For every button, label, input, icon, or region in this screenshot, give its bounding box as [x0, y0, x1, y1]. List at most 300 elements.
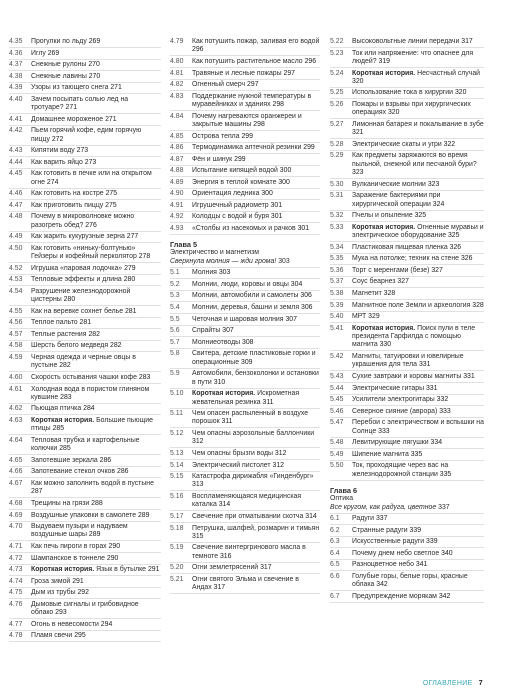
entry-title	[31, 331, 161, 339]
toc-entry	[330, 212, 484, 222]
entry-number: 5.21	[170, 575, 184, 583]
entry-title	[352, 385, 484, 393]
toc-entry	[9, 38, 161, 48]
entry-text: Домашнее мороженое	[31, 115, 104, 123]
entry-page: 290	[106, 554, 119, 562]
entry-number: 4.56	[9, 319, 23, 327]
toc-entry	[170, 281, 320, 291]
entry-text: Сухие завтраки и коровы магниты	[352, 372, 462, 380]
entry-title	[31, 621, 161, 629]
entry-number: 4.79	[170, 38, 184, 45]
entry-title	[31, 437, 161, 454]
entry-page: 292	[77, 589, 89, 597]
entry-title	[192, 493, 320, 510]
entry-number: 5.31	[330, 192, 344, 200]
toc-entry	[170, 493, 320, 511]
story-label: Короткая история.	[352, 69, 416, 77]
entry-title	[31, 523, 161, 540]
toc-entry	[170, 327, 320, 337]
entry-text: Как можно заполнить водой в пустыне	[31, 480, 154, 488]
entry-page: 275	[105, 201, 117, 209]
entry-title	[192, 350, 320, 367]
entry-text: МРТ	[352, 313, 367, 321]
toc-entry	[9, 147, 161, 157]
entry-page: 312	[192, 438, 204, 446]
entry-number: 4.40	[9, 95, 23, 103]
entry-number: 4.61	[9, 385, 23, 393]
toc-entry	[9, 543, 161, 553]
entry-text: Разноцветное небо	[352, 561, 414, 569]
entry-text: Пламя свечи	[31, 632, 73, 640]
entry-page: 296	[304, 57, 317, 65]
entry-text: Огонь в невесомости	[31, 620, 99, 628]
entry-page: 300	[279, 167, 292, 175]
toc-entry	[9, 319, 161, 329]
entry-title	[192, 58, 320, 66]
toc-entry	[9, 621, 161, 631]
entry-text: Чем опасны аэрозольные баллончики	[192, 430, 315, 438]
entry-page: 337	[375, 515, 388, 523]
toc-entry	[170, 38, 320, 56]
entry-number: 5.22	[330, 38, 344, 45]
entry-number: 4.63	[9, 417, 23, 425]
entry-text: Испытание кипящей водой	[192, 167, 278, 175]
entry-number: 4.53	[9, 276, 23, 284]
entry-title	[352, 353, 484, 370]
entry-page: 299	[241, 132, 253, 140]
entry-number: 5.47	[330, 419, 344, 427]
toc-entry	[330, 419, 484, 437]
entry-text: Как варить яйцо	[31, 158, 83, 166]
toc-entry	[9, 50, 161, 60]
entry-text: Молнии, люди, коровы и овцы	[192, 280, 289, 288]
chapter-subtitle-page: 303	[278, 257, 290, 265]
entry-text: Левитирующие лягушки	[352, 439, 429, 447]
toc-entry	[330, 70, 484, 88]
entry-title	[31, 319, 161, 327]
toc-entry	[9, 276, 161, 286]
entry-page: 328	[472, 301, 484, 309]
entry-page: 304	[290, 280, 303, 288]
entry-number: 5.30	[330, 180, 344, 188]
toc-entry	[170, 304, 320, 314]
entry-number: 5.10	[170, 390, 184, 398]
entry-text: Петрушка, шалфей, розмарин и тимьян	[192, 524, 320, 532]
entry-page: 313	[192, 481, 204, 489]
toc-entry	[170, 390, 320, 408]
toc-entry	[9, 96, 161, 114]
entry-number: 5.29	[330, 152, 344, 160]
entry-page: 300	[261, 190, 273, 198]
entry-text: Поддержание нужной температуры в муравейниках и зданиях	[192, 92, 312, 108]
toc-entry	[170, 410, 320, 428]
entry-page: 291	[147, 566, 160, 574]
entry-page: 279	[124, 264, 136, 272]
entry-text: «Столбы из насекомых и рачков	[192, 224, 296, 232]
entry-number: 5.26	[330, 101, 344, 108]
entry-number: 5.32	[330, 212, 344, 220]
entry-title	[192, 410, 320, 427]
entry-title	[31, 288, 161, 305]
entry-title	[192, 144, 320, 152]
entry-title	[192, 525, 320, 542]
entry-page: 314	[218, 501, 231, 509]
entry-text: Четочная и шаровая молния	[192, 315, 284, 323]
entry-text: Дым из трубы	[31, 589, 76, 597]
entry-number: 4.39	[9, 84, 23, 92]
entry-text: Использование тока в хирургии	[352, 89, 454, 97]
entry-text: Снежные рулоны	[31, 61, 87, 69]
entry-title	[352, 121, 484, 138]
entry-number: 4.38	[9, 72, 23, 80]
entry-page: 327	[397, 278, 409, 286]
entry-text: Иглу	[31, 49, 46, 57]
entry-text: Лимонная батарея и покалывание в зубе	[352, 120, 484, 128]
toc-entry	[170, 544, 320, 562]
entry-page: 316	[219, 552, 232, 560]
toc-entry	[170, 350, 320, 368]
entry-number: 5.28	[330, 140, 344, 148]
entry-title	[31, 233, 161, 241]
entry-title	[352, 152, 484, 177]
entry-page: 298	[272, 101, 285, 108]
chapter-subtitle-text: Сверкнула молния — жди грома!	[170, 257, 277, 265]
toc-entry	[330, 462, 484, 480]
entry-number: 5.8	[170, 350, 180, 358]
entry-text: Как печь пироги в горах	[31, 543, 107, 551]
entry-page: 310	[213, 378, 226, 386]
toc-entry	[170, 179, 320, 189]
entry-number: 5.43	[330, 372, 344, 380]
toc-entry	[330, 290, 484, 300]
entry-title	[352, 451, 484, 459]
entry-page: 286	[99, 456, 112, 464]
toc-entry	[9, 331, 161, 341]
entry-number: 5.33	[330, 223, 344, 231]
entry-title	[192, 339, 320, 347]
entry-text: Перебои с электричеством и вспышки на Солнце	[352, 419, 484, 435]
entry-title	[31, 265, 161, 273]
entry-number: 4.88	[170, 167, 184, 175]
entry-text: Северное сияние (аврора)	[352, 407, 438, 415]
toc-entry	[9, 578, 161, 588]
entry-page: 273	[84, 158, 97, 166]
entry-number: 5.18	[170, 524, 184, 532]
entry-text: Как готовить в печке или на открытом огне	[31, 170, 152, 186]
toc-column-1	[9, 38, 161, 644]
entry-title	[31, 386, 161, 403]
toc-entry	[9, 512, 161, 522]
entry-page: 301	[297, 224, 310, 232]
entry-title	[192, 513, 320, 521]
entry-text: Ток или напряжение: что опаснее для людей?	[352, 49, 474, 65]
story-label: Короткая история.	[192, 390, 256, 398]
entry-page: 293	[55, 609, 67, 617]
toc-entry	[170, 133, 320, 143]
chapter-heading: Глава 5	[170, 239, 197, 249]
toc-entry	[9, 386, 161, 404]
entry-text: Шерсть белого медведя	[31, 342, 109, 350]
entry-text: Свечение при отматывании скотча	[192, 512, 304, 520]
entry-text: Искрометная жевательная резинка	[192, 390, 300, 406]
entry-title	[31, 276, 161, 284]
toc-entry	[330, 244, 484, 254]
entry-text: Чем опасны брызги воды	[192, 449, 273, 457]
toc-entry	[9, 288, 161, 306]
entry-text: Тепловые эффекты и длина	[31, 276, 122, 284]
entry-page: 333	[378, 427, 390, 435]
entry-page: 297	[283, 69, 296, 77]
entry-page: 282	[88, 330, 100, 338]
story-label: Короткая история.	[352, 324, 416, 332]
entry-title	[31, 512, 161, 520]
entry-number: 4.50	[9, 244, 23, 252]
toc-entry	[330, 408, 484, 418]
entry-title	[31, 354, 161, 371]
entry-page: 323	[427, 180, 440, 188]
entry-page: 320	[352, 77, 364, 85]
entry-text: Искусственные радуги	[352, 538, 425, 546]
entry-text: Теплые растения	[31, 330, 87, 338]
toc-entry	[330, 181, 484, 191]
entry-number: 5.3	[170, 292, 180, 300]
toc-entry	[330, 527, 484, 537]
entry-title	[192, 202, 320, 210]
entry-text: Травяные и лесные пожары	[192, 69, 282, 77]
entry-number: 4.75	[9, 589, 23, 597]
entry-text: Радуги	[352, 515, 375, 523]
entry-title	[352, 244, 484, 252]
entry-number: 4.90	[170, 190, 184, 198]
entry-number: 4.85	[170, 132, 184, 140]
entry-number: 4.44	[9, 158, 23, 166]
story-label: Короткая история.	[31, 566, 95, 574]
entry-title	[31, 342, 161, 350]
entry-page: 319	[378, 57, 390, 65]
entry-page: 280	[63, 296, 76, 304]
entry-page: 317	[461, 38, 473, 45]
entry-title	[31, 589, 161, 597]
entry-title	[31, 308, 161, 316]
entry-text: Прогулки по льду	[31, 38, 87, 45]
toc-entry	[9, 468, 161, 478]
entry-text: Ток, проходящие через вас на железнодорожной станции	[352, 462, 449, 478]
toc-entry	[330, 550, 484, 560]
entry-title	[192, 281, 320, 289]
entry-title	[352, 38, 484, 46]
page-footer	[423, 680, 483, 687]
entry-page: 341	[415, 561, 428, 569]
entry-page: 321	[352, 129, 364, 137]
entry-number: 5.27	[330, 120, 344, 128]
entry-text: Как потушить растительное масло	[192, 57, 303, 65]
entry-number: 5.20	[170, 564, 184, 572]
toc-entry	[9, 374, 161, 384]
entry-number: 5.44	[330, 384, 344, 392]
entry-text: Молния	[192, 269, 217, 277]
entry-page: 311	[262, 398, 274, 406]
entry-page: 282	[109, 342, 122, 350]
entry-text: Предупреждение морякам	[352, 592, 437, 600]
entry-title	[352, 538, 484, 546]
toc-entry	[330, 451, 484, 461]
entry-page: 303	[218, 269, 231, 277]
entry-page: 289	[137, 511, 150, 519]
toc-entry	[9, 159, 161, 169]
toc-entry	[9, 437, 161, 455]
entry-title	[31, 566, 161, 574]
toc-entry	[170, 190, 320, 200]
entry-number: 4.93	[170, 224, 184, 232]
entry-page: 296	[192, 46, 204, 54]
entry-number: 4.78	[9, 632, 23, 640]
toc-entry	[9, 457, 161, 467]
entry-number: 4.87	[170, 155, 184, 163]
toc-entry	[9, 233, 161, 243]
entry-page: 308	[242, 338, 254, 346]
entry-title	[352, 515, 484, 523]
entry-number: 5.39	[330, 301, 344, 309]
entry-title	[192, 213, 320, 221]
entry-text: Электрический пистолет	[192, 461, 271, 469]
entry-title	[192, 225, 320, 233]
entry-title	[352, 527, 484, 535]
entry-number: 6.1	[330, 515, 340, 523]
entry-page: 284	[83, 405, 95, 413]
entry-page: 301	[270, 201, 283, 209]
toc-entry	[9, 170, 161, 188]
entry-title	[192, 93, 320, 110]
entry-title	[352, 141, 484, 149]
entry-title	[31, 555, 161, 563]
toc-column-3	[330, 38, 484, 604]
entry-number: 5.49	[330, 450, 344, 458]
entry-title	[192, 304, 320, 312]
toc-entry	[9, 500, 161, 510]
entry-number: 4.45	[9, 170, 23, 178]
entry-title	[31, 147, 161, 155]
entry-page: 325	[414, 212, 427, 220]
toc-entry	[9, 601, 161, 619]
entry-page: 324	[432, 200, 445, 208]
toc-entry	[170, 58, 320, 68]
toc-entry	[330, 224, 484, 242]
entry-number: 4.36	[9, 49, 23, 57]
entry-page: 333	[439, 407, 451, 415]
toc-entry	[330, 255, 484, 265]
entry-page: 285	[59, 445, 71, 453]
entry-page: 297	[247, 81, 259, 89]
entry-text: Островa тепла	[192, 132, 240, 140]
entry-number: 4.64	[9, 436, 23, 444]
entry-text: Пчелы и опыление	[352, 212, 413, 220]
entry-title	[31, 61, 161, 69]
entry-text: Почему в микроволновке можно разогреть обед?	[31, 213, 135, 229]
entry-text: Холодная вода в пористом глиняном кувшине	[31, 385, 150, 401]
toc-entry	[9, 73, 161, 83]
entry-text: Энергия в теплой комнате	[192, 178, 277, 186]
entry-text: Гроза зимой	[31, 577, 71, 585]
entry-text: Большие пьющие птицы	[31, 417, 153, 433]
entry-page: 301	[270, 213, 283, 221]
chapter-name: Оптика	[330, 495, 354, 503]
entry-text: Поиск пули в теле президента Гарфилда с помощью магнита	[352, 324, 476, 349]
toc-entry	[9, 84, 161, 94]
entry-page: 335	[439, 470, 452, 478]
entry-text: Как приготовить пиццу	[31, 201, 104, 209]
toc-entry	[170, 93, 320, 111]
entry-number: 5.2	[170, 280, 180, 288]
entry-title	[352, 325, 484, 350]
entry-page: 299	[234, 155, 246, 163]
entry-page: 312	[274, 449, 287, 457]
toc-entry	[9, 480, 161, 498]
entry-title	[352, 212, 484, 220]
entry-page: 315	[192, 532, 204, 540]
entry-title	[352, 278, 484, 286]
entry-title	[352, 550, 484, 558]
toc-entry	[9, 589, 161, 599]
entry-text: Огненные муравьи и электрическое оборудование	[352, 223, 484, 240]
entry-number: 5.24	[330, 69, 344, 77]
entry-text: Пьющая птичка	[31, 405, 82, 413]
toc-entry	[170, 564, 320, 574]
entry-page: 329	[368, 313, 380, 321]
entry-number: 4.66	[9, 468, 23, 476]
chapter-name: Электричество и магнетизм	[170, 249, 260, 257]
entry-text: Почему днем небо светлое	[352, 549, 440, 557]
entry-number: 5.46	[330, 407, 344, 415]
toc-entry	[330, 278, 484, 288]
entry-page: 309	[241, 358, 253, 366]
toc-entry	[9, 405, 161, 415]
toc-entry	[170, 473, 320, 491]
entry-title	[31, 457, 161, 465]
toc-entry	[330, 89, 484, 99]
toc-entry	[170, 316, 320, 326]
entry-text: Свитера, детские пластиковые горки и операционные	[192, 350, 316, 366]
entry-page: 272	[51, 135, 64, 143]
entry-title	[192, 430, 320, 447]
entry-text: Скорость остывания чашки кофе	[31, 373, 137, 381]
entry-title	[352, 290, 484, 298]
entry-number: 4.76	[9, 600, 23, 608]
entry-text: Магнитное поле Земли и археология	[352, 301, 471, 309]
entry-number: 5.14	[170, 461, 184, 469]
entry-text: Несчастный случай	[417, 69, 481, 77]
entry-page: 340	[441, 549, 453, 557]
toc-entry	[170, 202, 320, 212]
entry-page: 331	[425, 384, 438, 392]
entry-page: 317	[213, 584, 226, 592]
entry-number: 4.84	[170, 112, 184, 120]
entry-title	[352, 396, 484, 404]
entry-page: 269	[47, 49, 60, 57]
entry-text: Теплое пальто	[31, 319, 78, 327]
entry-number: 6.7	[330, 592, 340, 600]
entry-text: Пьем горячий кофе, едим горячую пиццу	[31, 127, 142, 143]
toc-entry	[170, 513, 320, 523]
entry-title	[31, 116, 161, 124]
entry-number: 4.77	[9, 620, 23, 628]
entry-number: 5.7	[170, 338, 180, 346]
entry-number: 4.80	[170, 57, 184, 65]
entry-title	[192, 544, 320, 561]
entry-text: Запотевание стекол очков	[31, 468, 116, 476]
entry-title	[31, 38, 161, 46]
entry-page: 323	[352, 169, 364, 177]
entry-number: 5.40	[330, 313, 344, 321]
